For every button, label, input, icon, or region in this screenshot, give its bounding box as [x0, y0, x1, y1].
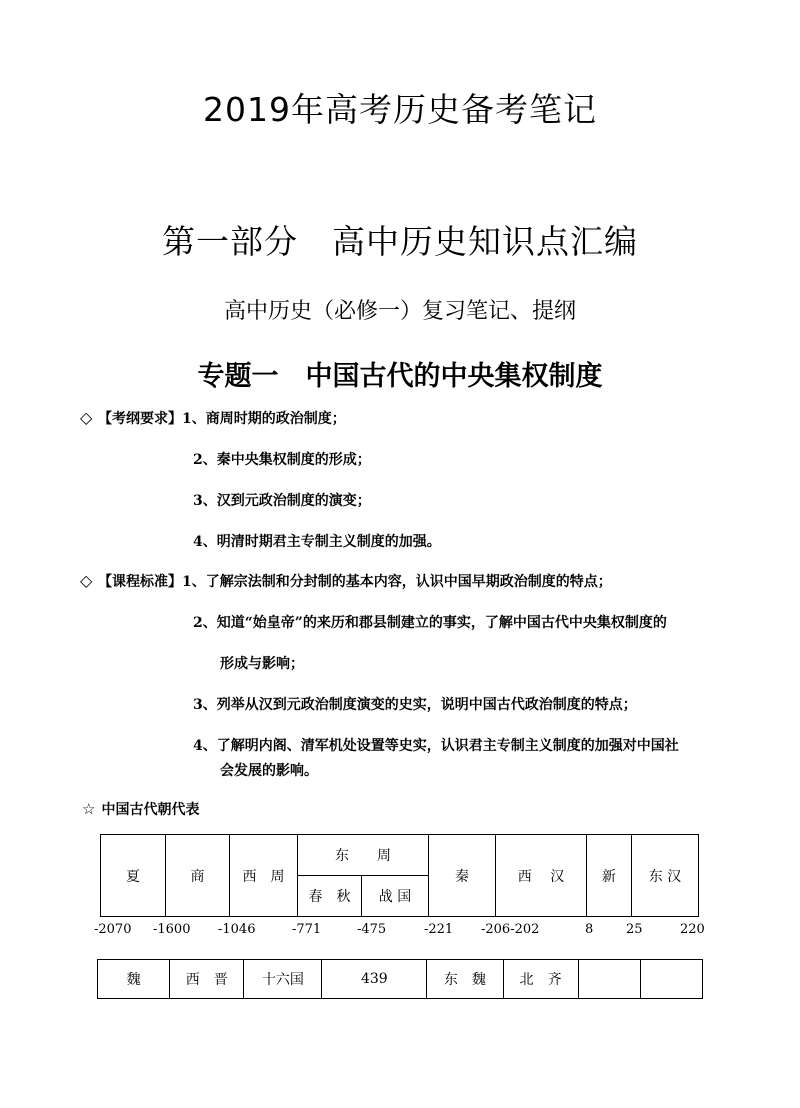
standards-header [80, 571, 612, 591]
standards-label: 【课程标准】 [98, 574, 182, 590]
topic-title: 专题一 中国古代的中央集权制度 [197, 361, 603, 392]
cell-xin: 新 [587, 835, 632, 917]
standards-item-4: 4、了解明内阁、清军机处设置等史实，认识君主专制主义制度的加强对中国社 [193, 738, 679, 754]
cell-western-han: 西 汉 [496, 835, 587, 917]
cell-empty [640, 960, 702, 999]
timeline-year: -2070 [94, 922, 132, 937]
cell-warring-states: 战 国 [362, 876, 429, 917]
cell-eastern-han: 东 汉 [632, 835, 699, 917]
cell-year-439: 439 [322, 960, 427, 999]
document-title: 2019年高考历史备考笔记 [203, 90, 597, 129]
dynasty-table-2 [97, 959, 703, 999]
timeline-year: 220 [680, 922, 705, 937]
timeline-year: -221 [424, 922, 454, 937]
cell-sixteen-kingdoms: 十六国 [244, 960, 322, 999]
syllabus-label: 【考纲要求】 [98, 411, 182, 427]
cell-eastern-zhou: 东 周 [298, 835, 429, 876]
timeline-year: -206-202 [481, 922, 540, 937]
timeline-year: 25 [626, 922, 643, 937]
cell-xia: 夏 [101, 835, 166, 917]
syllabus-item-1: 1、商周时期的政治制度； [182, 411, 346, 427]
timeline-year: 8 [585, 922, 594, 937]
syllabus-item-2: 2、秦中央集权制度的形成； [193, 452, 371, 468]
part-title: 第一部分 高中历史知识点汇编 [162, 222, 638, 261]
cell-wei: 魏 [98, 960, 170, 999]
syllabus-item-4: 4、明清时期君主专制主义制度的加强。 [193, 534, 441, 550]
diamond-bullet-icon: ◇ [80, 408, 93, 427]
cell-spring-autumn: 春 秋 [298, 876, 362, 917]
dynasty-section-header [82, 799, 199, 819]
standards-item-4-cont: 会发展的影响。 [220, 763, 318, 779]
timeline-year: -1046 [218, 922, 256, 937]
timeline-year: -475 [357, 922, 387, 937]
syllabus-item-3: 3、汉到元政治制度的演变； [193, 493, 371, 509]
cell-qin: 秦 [429, 835, 496, 917]
dynasty-section-label: 中国古代朝代表 [101, 802, 200, 818]
syllabus-header [80, 408, 346, 428]
standards-item-2: 2、知道“始皇帝”的来历和郡县制建立的事实，了解中国古代中央集权制度的 [193, 615, 667, 631]
cell-western-jin: 西 晋 [170, 960, 244, 999]
cell-eastern-wei: 东 魏 [427, 960, 503, 999]
dynasty-table [100, 834, 699, 917]
standards-item-1: 1、了解宗法制和分封制的基本内容，认识中国早期政治制度的特点； [182, 574, 612, 590]
cell-shang: 商 [166, 835, 230, 917]
star-bullet-icon: ☆ [82, 800, 96, 818]
timeline-year: -771 [292, 922, 322, 937]
diamond-bullet-icon: ◇ [80, 571, 93, 590]
cell-empty [578, 960, 640, 999]
subtitle: 高中历史（必修一）复习笔记、提纲 [223, 299, 576, 324]
timeline-year: -1600 [153, 922, 191, 937]
standards-item-2-cont: 形成与影响； [220, 656, 304, 672]
cell-western-zhou: 西 周 [230, 835, 298, 917]
cell-northern-qi: 北 齐 [503, 960, 578, 999]
standards-item-3: 3、列举从汉到元政治制度演变的史实，说明中国古代政治制度的特点； [193, 697, 637, 713]
